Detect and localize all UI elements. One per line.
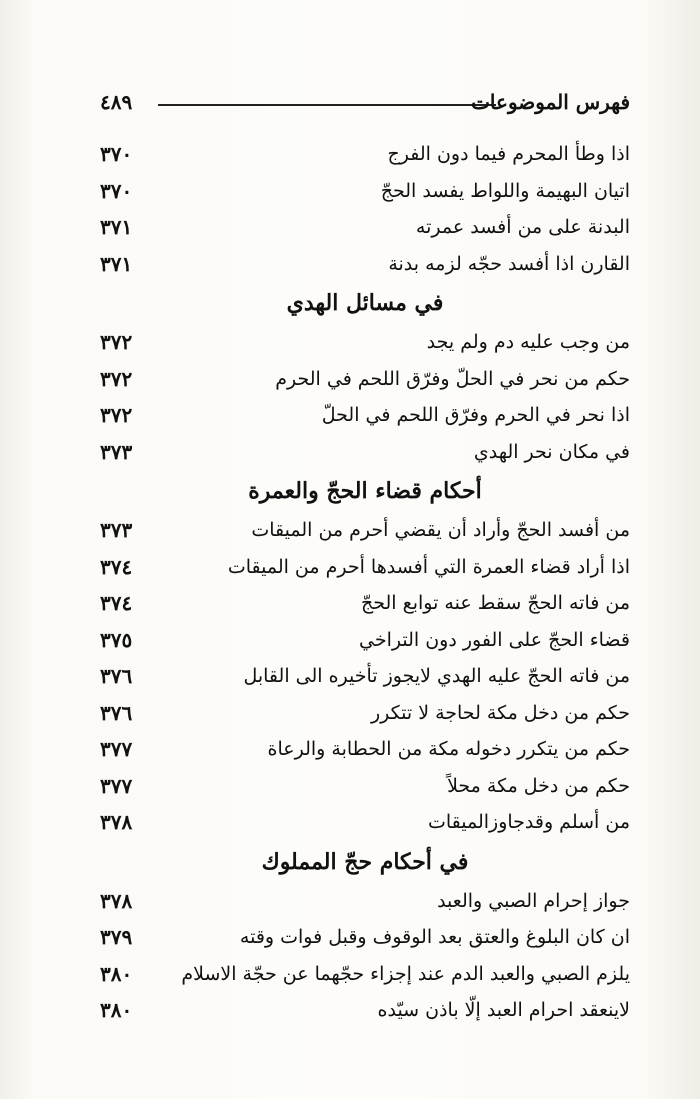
toc-entry-page: ٣٧٨ — [100, 810, 133, 834]
section-heading — [100, 470, 630, 512]
toc-entry — [100, 246, 630, 283]
table-of-contents — [100, 136, 630, 1029]
toc-entry — [100, 992, 630, 1029]
toc-entry-title: من وجب عليه دم ولم يجد — [426, 331, 630, 353]
toc-entry-title: حكم من دخل مكة محلاً — [447, 774, 630, 797]
toc-entry — [100, 209, 630, 246]
toc-entry-title: لاينعقد احرام العبد إلّا باذن سيّده — [377, 999, 630, 1021]
toc-entry-title: من أسلم وقدجاوزالميقات — [427, 811, 630, 833]
toc-entry-page: ٣٧٧ — [100, 773, 133, 798]
toc-entry — [100, 622, 630, 659]
toc-entry-title: من أفسد الحجّ وأراد أن يقضي أحرم من الميقات — [251, 519, 630, 541]
toc-entry — [100, 919, 630, 956]
toc-entry-page: ٣٧٢ — [100, 330, 133, 354]
section-heading-text: أحكام قضاء الحجّ والعمرة — [248, 478, 482, 504]
toc-entry-title: اذا وطأ المحرم فيما دون الفرج — [387, 143, 630, 165]
toc-entry-title: حكم من دخل مكة لحاجة لا تتكرر — [371, 701, 630, 724]
toc-entry-title: جواز إحرام الصبي والعبد — [437, 889, 630, 912]
page-header — [100, 88, 630, 124]
toc-entry-title: في مكان نحر الهدي — [473, 440, 630, 463]
toc-entry-title: البدنة على من أفسد عمرته — [415, 216, 630, 238]
section-heading-text: في أحكام حجّ المملوك — [261, 848, 469, 875]
toc-entry — [100, 695, 630, 732]
toc-entry-page: ٣٧٦ — [100, 664, 133, 688]
toc-entry-page: ٣٧٠ — [100, 142, 133, 166]
toc-entry-title: ان كان البلوغ والعتق بعد الوقوف وقبل فوات وقته — [239, 926, 630, 948]
toc-entry-page: ٣٧٤ — [100, 591, 133, 615]
toc-entry-page: ٣٧١ — [100, 251, 133, 276]
toc-entry-title: حكم من يتكرر دخوله مكة من الحطابة والرعاة — [267, 738, 630, 760]
section-heading-text: في مسائل الهدي — [286, 290, 444, 316]
toc-entry — [100, 883, 630, 920]
page-number: ٤٨٩ — [100, 90, 133, 114]
toc-entry-page: ٣٧٩ — [100, 925, 133, 949]
toc-entry — [100, 585, 630, 622]
toc-entry — [100, 512, 630, 549]
toc-entry-page: ٣٨٠ — [100, 998, 133, 1022]
toc-entry — [100, 731, 630, 768]
toc-entry — [100, 397, 630, 434]
toc-entry-page: ٣٧٠ — [100, 178, 133, 203]
toc-entry-page: ٣٧٥ — [100, 627, 133, 652]
toc-entry-title: من فاته الحجّ عليه الهدي لايجوز تأخيره الى القابل — [243, 665, 630, 687]
toc-entry-page: ٣٧٨ — [100, 888, 133, 913]
toc-entry-title: حكم من نحر في الحلّ وفرّق اللحم في الحرم — [275, 367, 630, 390]
toc-entry-page: ٣٧٣ — [100, 518, 133, 542]
toc-entry — [100, 549, 630, 586]
toc-entry-page: ٣٨٠ — [100, 961, 133, 986]
toc-entry-page: ٣٧٢ — [100, 403, 133, 427]
toc-entry — [100, 768, 630, 805]
toc-entry-title: يلزم الصبي والعبد الدم عند إجزاء حجّهما عن حجّة الاسلام — [181, 962, 630, 985]
toc-entry-title: اتيان البهيمة واللواط يفسد الحجّ — [380, 179, 630, 202]
toc-entry — [100, 136, 630, 173]
toc-entry — [100, 804, 630, 841]
toc-entry — [100, 173, 630, 210]
toc-entry — [100, 361, 630, 398]
toc-entry-title: قضاء الحجّ على الفور دون التراخي — [359, 628, 630, 651]
section-heading — [100, 282, 630, 324]
toc-entry-page: ٣٧١ — [100, 215, 133, 239]
toc-entry-page: ٣٧٦ — [100, 700, 133, 725]
header-rule — [158, 104, 496, 106]
toc-entry-page: ٣٧٣ — [100, 439, 133, 464]
toc-entry-page: ٣٧٤ — [100, 554, 133, 579]
toc-entry — [100, 434, 630, 471]
toc-entry — [100, 956, 630, 993]
toc-entry — [100, 324, 630, 361]
toc-entry-title: القارن اذا أفسد حجّه لزمه بدنة — [388, 252, 630, 275]
toc-entry-title: من فاته الحجّ سقط عنه توابع الحجّ — [360, 592, 630, 614]
toc-entry-page: ٣٧٧ — [100, 737, 133, 761]
toc-entry-title: اذا أراد قضاء العمرة التي أفسدها أحرم من الميقات — [227, 555, 630, 578]
page-title: فهرس الموضوعات — [471, 90, 630, 114]
toc-entry — [100, 658, 630, 695]
toc-entry-page: ٣٧٢ — [100, 366, 133, 391]
section-heading — [100, 841, 630, 883]
toc-entry-title: اذا نحر في الحرم وفرّق اللحم في الحلّ — [321, 404, 630, 426]
